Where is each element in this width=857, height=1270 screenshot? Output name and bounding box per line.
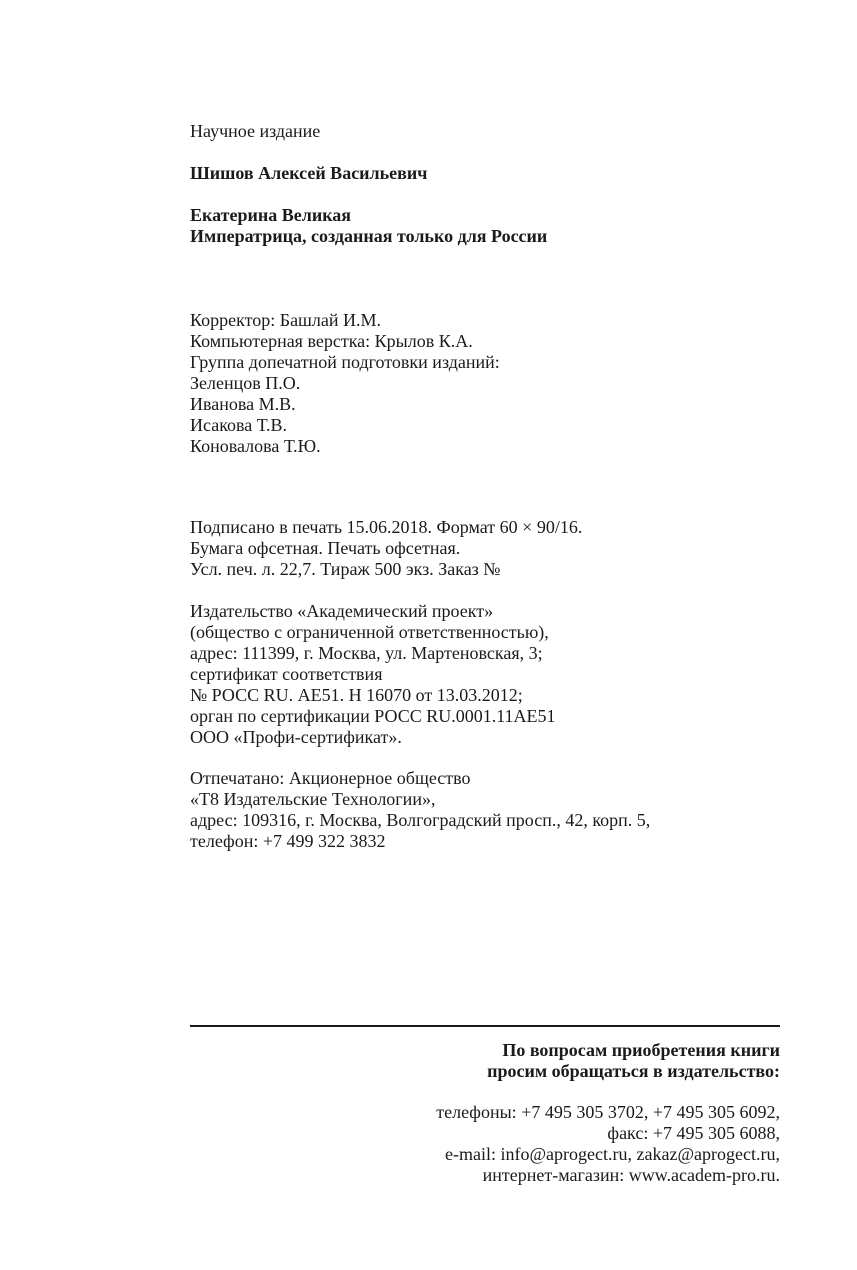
printer-line: адрес: 109316, г. Москва, Волгоградский просп., 42, корп. 5, xyxy=(190,810,651,830)
contact-fax: факс: +7 495 305 6088, xyxy=(607,1123,780,1143)
staff-credits xyxy=(190,310,500,457)
book-subtitle-line: Императрица, созданная только для России xyxy=(190,226,548,246)
staff-line: Иванова М.В. xyxy=(190,394,296,414)
publisher-info xyxy=(190,601,556,748)
staff-line: Коновалова Т.Ю. xyxy=(190,436,321,456)
book-title-line: Екатерина Великая xyxy=(190,205,352,225)
publisher-line: № РОСС RU. АЕ51. Н 16070 от 13.03.2012; xyxy=(190,685,523,705)
purchase-inquiry-line: просим обращаться в издательство: xyxy=(487,1061,780,1081)
edition-type-text: Научное издание xyxy=(190,121,321,141)
staff-line: Зеленцов П.О. xyxy=(190,373,301,393)
print-details-line: Бумага офсетная. Печать офсетная. xyxy=(190,538,461,558)
author-name xyxy=(190,163,427,184)
print-details-line: Усл. печ. л. 22,7. Тираж 500 экз. Заказ № xyxy=(190,559,501,579)
printer-line: Отпечатано: Акционерное общество xyxy=(190,768,471,788)
contact-phones: телефоны: +7 495 305 3702, +7 495 305 6092, xyxy=(436,1102,780,1122)
publisher-line: Издательство «Академический проект» xyxy=(190,601,494,621)
publisher-line: (общество с ограниченной ответственностью), xyxy=(190,622,549,642)
publisher-line: адрес: 111399, г. Москва, ул. Мартеновская, 3; xyxy=(190,643,543,663)
contact-webshop: интернет-магазин: www.academ-pro.ru. xyxy=(482,1165,780,1185)
staff-line: Исакова Т.В. xyxy=(190,415,287,435)
print-details-line: Подписано в печать 15.06.2018. Формат 60 × 90/16. xyxy=(190,517,583,537)
printer-line: телефон: +7 499 322 3832 xyxy=(190,831,386,851)
publisher-line: сертификат соответствия xyxy=(190,664,383,684)
publisher-line: ООО «Профи-сертификат». xyxy=(190,727,402,747)
contact-email: e-mail: info@aprogect.ru, zakaz@aprogect.ru, xyxy=(445,1144,780,1164)
printer-info xyxy=(190,768,650,852)
publisher-line: орган по сертификации РОСС RU.0001.11АЕ51 xyxy=(190,706,556,726)
staff-line: Компьютерная верстка: Крылов К.А. xyxy=(190,331,473,351)
staff-line: Корректор: Башлай И.М. xyxy=(190,310,382,330)
author-name-text: Шишов Алексей Васильевич xyxy=(190,163,428,183)
purchase-inquiry-line: По вопросам приобретения книги xyxy=(502,1040,780,1060)
printer-line: «Т8 Издательские Технологии», xyxy=(190,789,436,809)
contact-info xyxy=(436,1102,780,1186)
print-details xyxy=(190,517,582,580)
section-divider xyxy=(190,1025,780,1027)
book-title xyxy=(190,205,547,247)
staff-line: Группа допечатной подготовки изданий: xyxy=(190,352,500,372)
edition-type xyxy=(190,121,320,142)
purchase-inquiry xyxy=(487,1040,780,1082)
